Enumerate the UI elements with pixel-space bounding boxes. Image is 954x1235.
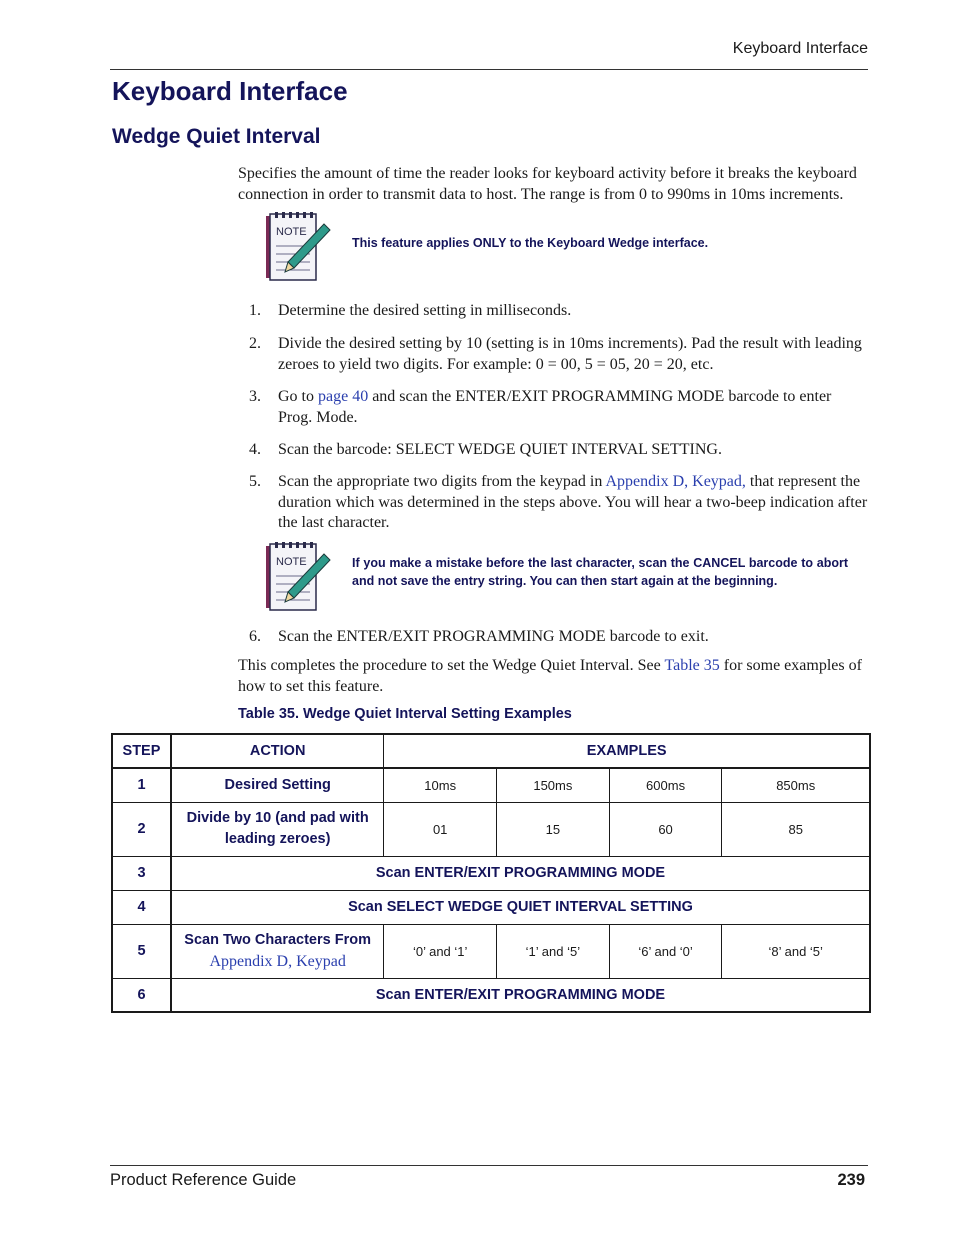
action-cell: Desired Setting	[171, 768, 384, 802]
intro-paragraph: Specifies the amount of time the reader looks for keyboard activity before it breaks the keyboard connection in order to transmit data to host. The range is from 0 to 990ms in 10ms increments.	[238, 165, 857, 203]
table-row	[112, 890, 870, 924]
example-cell: 10ms	[384, 768, 497, 802]
page-40-link[interactable]: page 40	[318, 388, 369, 405]
action-cell	[171, 924, 384, 978]
step-text: Determine the desired setting in milliseconds.	[278, 302, 572, 319]
appendix-d-keypad-link[interactable]: Appendix D, Keypad	[209, 952, 346, 970]
step-text: Scan the barcode: SELECT WEDGE QUIET INTERVAL SETTING.	[278, 441, 722, 458]
step-cell: 3	[112, 856, 171, 890]
step-text: Scan the ENTER/EXIT PROGRAMMING MODE barcode to exit.	[278, 628, 709, 645]
example-cell: ‘6’ and ‘0’	[609, 924, 722, 978]
example-cell: 01	[384, 802, 497, 856]
example-cell: 60	[609, 802, 722, 856]
footer-document-title: Product Reference Guide	[110, 1171, 297, 1189]
chapter-title: Keyboard Interface	[112, 76, 348, 106]
example-cell: ‘8’ and ‘5’	[722, 924, 870, 978]
example-cell: ‘0’ and ‘1’	[384, 924, 497, 978]
table-caption: Table 35. Wedge Quiet Interval Setting Examples	[238, 706, 572, 722]
step-cell: 6	[112, 978, 171, 1012]
settings-examples-table	[111, 733, 871, 1013]
footer-divider	[110, 1165, 868, 1166]
table-row	[112, 802, 870, 856]
note-icon-label: NOTE	[276, 226, 307, 238]
example-cell: 15	[497, 802, 610, 856]
note-icon-label: NOTE	[276, 556, 307, 568]
step-number: 5.	[249, 473, 261, 490]
example-cell: 85	[722, 802, 870, 856]
table-row	[112, 924, 870, 978]
table-35-link[interactable]: Table 35	[664, 657, 720, 674]
table-header-row	[112, 734, 870, 768]
column-header-examples: EXAMPLES	[384, 734, 870, 768]
note-pencil-icon	[264, 540, 332, 612]
column-header-step: STEP	[112, 734, 171, 768]
step-cell: 2	[112, 802, 171, 856]
step-cell: 4	[112, 890, 171, 924]
table-row	[112, 768, 870, 802]
example-cell: 150ms	[497, 768, 610, 802]
action-cell: Scan ENTER/EXIT PROGRAMMING MODE	[171, 978, 870, 1012]
header-divider	[110, 69, 868, 70]
action-text: Scan Two Characters From	[184, 931, 371, 948]
example-cell: 600ms	[609, 768, 722, 802]
example-cell: ‘1’ and ‘5’	[497, 924, 610, 978]
step-cell: 1	[112, 768, 171, 802]
appendix-d-keypad-link[interactable]: Appendix D, Keypad,	[605, 473, 746, 490]
section-title: Wedge Quiet Interval	[112, 125, 321, 148]
running-header: Keyboard Interface	[732, 40, 868, 57]
example-cell: 850ms	[722, 768, 870, 802]
note-text: If you make a mistake before the last character, scan the CANCEL barcode to abort and not save the entry string. You can then start again at the beginning.	[352, 556, 848, 588]
step-number: 1.	[249, 302, 261, 319]
note-text: This feature applies ONLY to the Keyboard Wedge interface.	[352, 236, 709, 250]
step-number: 6.	[249, 628, 261, 645]
step-text: Go to page 40 and scan the ENTER/EXIT PROGRAMMING MODE barcode to enter Prog. Mode.	[278, 388, 832, 426]
table-row	[112, 978, 870, 1012]
action-cell: Scan ENTER/EXIT PROGRAMMING MODE	[171, 856, 870, 890]
page-number: 239	[837, 1171, 865, 1189]
table-row	[112, 856, 870, 890]
action-cell: Scan SELECT WEDGE QUIET INTERVAL SETTING	[171, 890, 870, 924]
step-text: Scan the appropriate two digits from the keypad in Appendix D, Keypad, that represent the duration which was determined in the steps above. You will hear a two-beep indication after the last character.	[278, 473, 868, 531]
step-number: 3.	[249, 388, 261, 405]
action-cell: Divide by 10 (and pad with leading zeroes)	[171, 802, 384, 856]
step-cell: 5	[112, 924, 171, 978]
step-number: 4.	[249, 441, 261, 458]
closing-paragraph: This completes the procedure to set the Wedge Quiet Interval. See Table 35 for some examples of how to set this feature.	[238, 657, 862, 695]
step-number: 2.	[249, 335, 261, 352]
column-header-action: ACTION	[171, 734, 384, 768]
step-text: Divide the desired setting by 10 (setting is in 10ms increments). Pad the result with leading zeroes to yield two digits. For example: 0 = 00, 5 = 05, 20 = 20, etc.	[278, 335, 862, 373]
note-pencil-icon	[264, 210, 332, 282]
